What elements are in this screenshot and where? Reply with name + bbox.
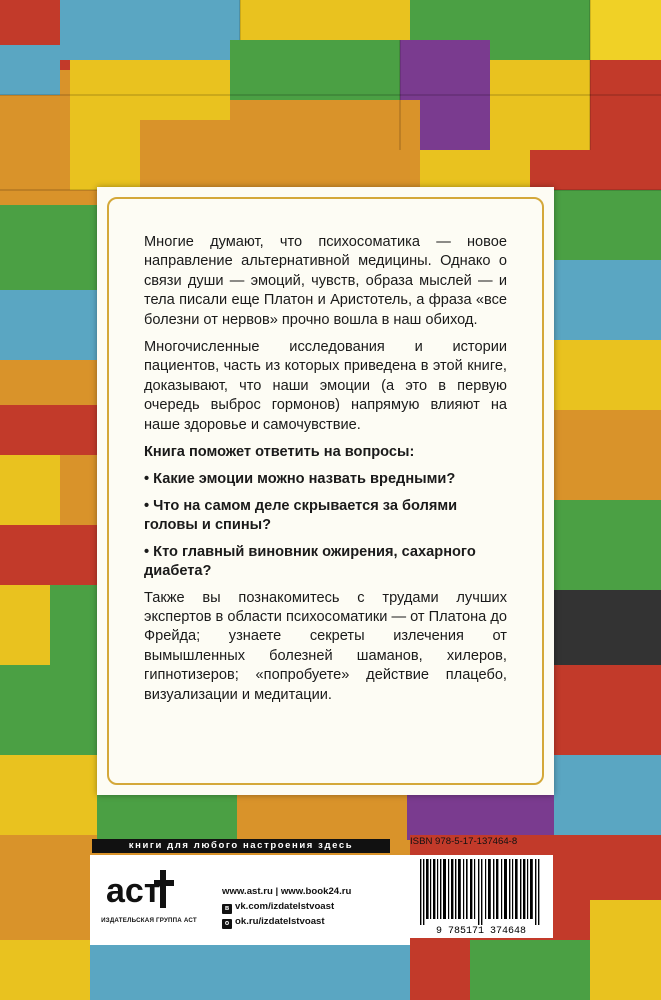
ok-icon: о — [222, 919, 232, 929]
barcode — [410, 855, 553, 938]
question-item: • Какие эмоции можно назвать вредными? — [144, 471, 456, 488]
blurb-paragraph-2: Многочисленные исследования и истории пациентов, часть из которых приведена в этой книге, доказывают, что наши эмоции (а это в первую очередь выброс гормонов) напрямую влияют на наше здоровье и самочувствие. — [144, 339, 507, 433]
question-item: • Что на самом деле скрывается за болями головы и спины? — [144, 497, 458, 534]
blurb-paragraph-3: Также вы познакомитесь с трудами лучших экспертов в области психосоматики — от Платона до Фрейда; узнаете секреты излечения от вымышленных болезней шаманов, хилеров, гипнотизеров; «попробуете» действие плацебо, визуализации и медитации. — [144, 589, 507, 703]
vk-icon: в — [222, 904, 232, 914]
description-panel — [97, 187, 554, 795]
questions-heading: Книга поможет ответить на вопросы: — [144, 444, 415, 461]
vk-link[interactable] — [222, 899, 351, 914]
blurb-text — [144, 233, 507, 713]
ok-link-text: ok.ru/izdatelstvoast — [235, 916, 325, 927]
publisher-links — [222, 884, 351, 929]
vk-link-text: vk.com/izdatelstvoast — [235, 901, 335, 912]
ok-link[interactable] — [222, 914, 351, 929]
question-item: • Кто главный виновник ожирения, сахарного диабета? — [144, 543, 476, 580]
ast-logo-icon — [96, 860, 196, 925]
ast-logo-text: аст — [106, 872, 161, 910]
publisher-name: ИЗДАТЕЛЬСКАЯ ГРУППА АСТ — [101, 917, 197, 924]
tagline-banner: книги для любого настроения здесь — [92, 839, 390, 853]
website-links[interactable]: www.ast.ru | www.book24.ru — [222, 886, 352, 897]
barcode-number: 9 785171 374648 — [435, 926, 527, 937]
blurb-paragraph-1: Многие думают, что психосоматика — новое направление альтернативной медицины. Однако о связи души — эмоций, чувств, образа мыслей — и тела писали еще Платон и Аристотель, а фраза «все болезни от нервов» прочно вошла в наш обиход. — [144, 234, 507, 328]
isbn-label: ISBN 978-5-17-137464-8 — [410, 836, 518, 847]
